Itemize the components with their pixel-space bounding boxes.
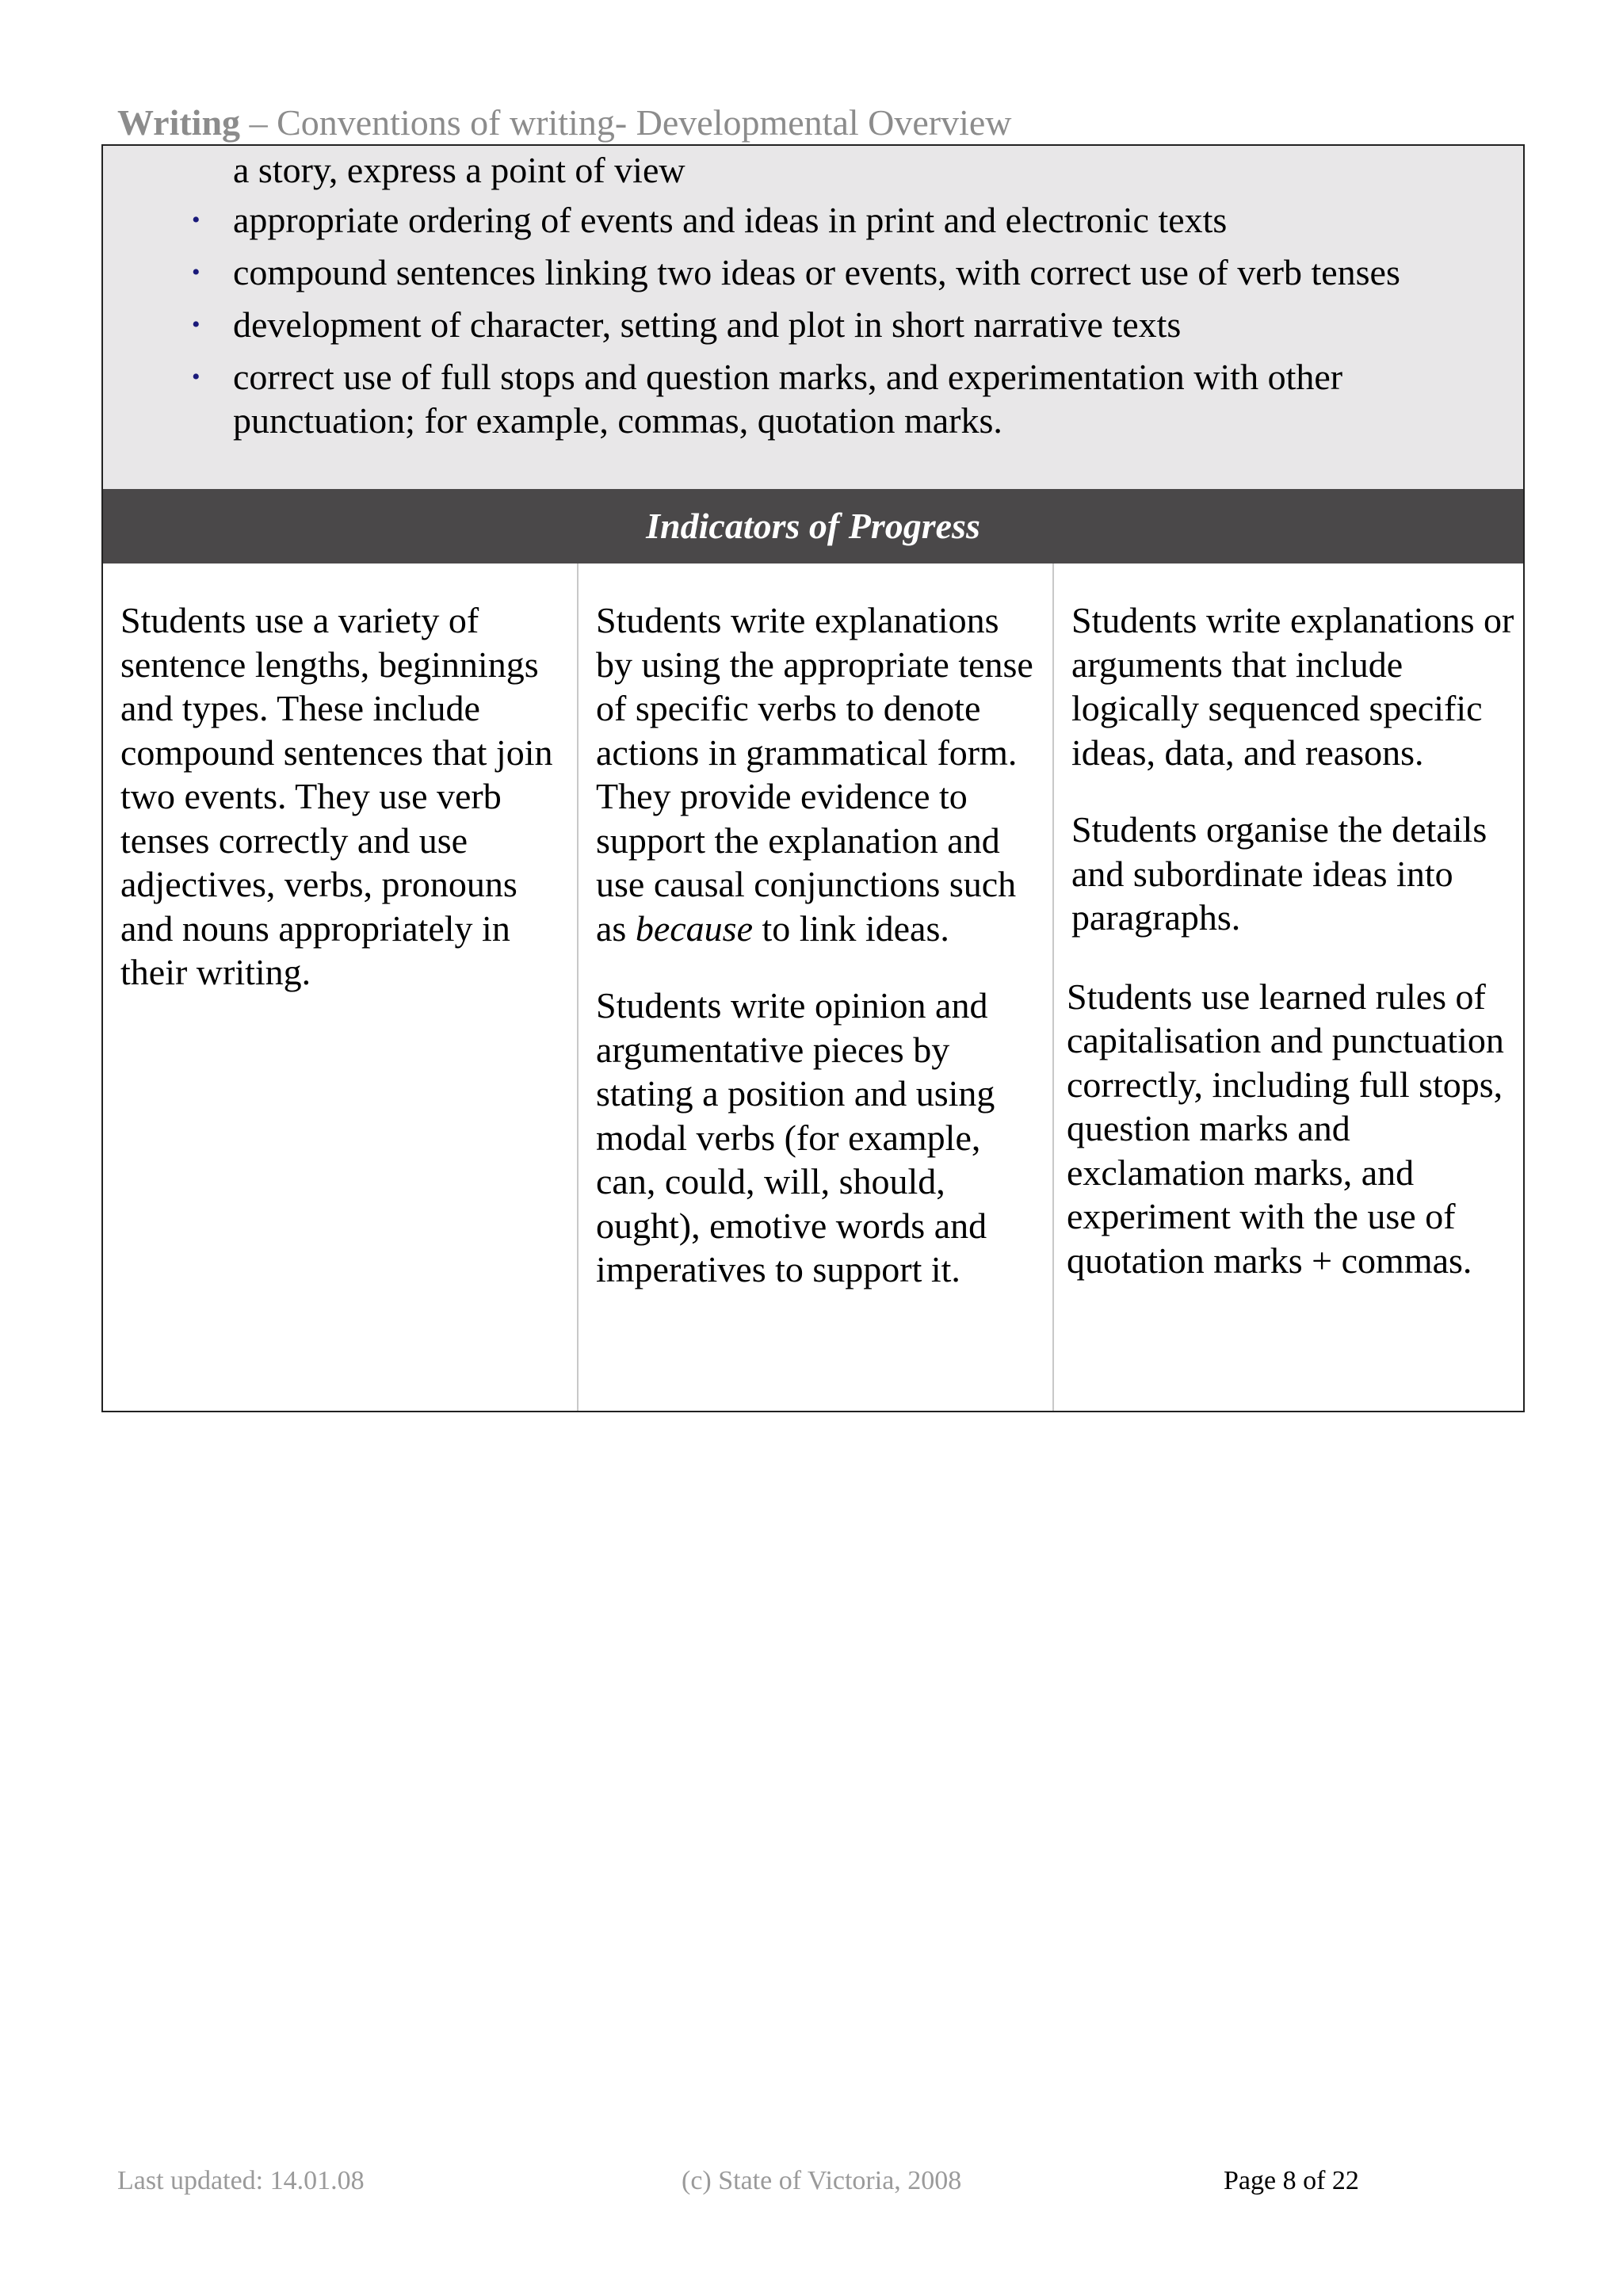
list-item [192,198,1501,242]
list-item [192,250,1501,294]
list-item-text: compound sentences linking two ideas or events, with correct use of verb tenses [233,252,1400,292]
overview-table [101,144,1525,1412]
list-item-text: appropriate ordering of events and ideas in print and electronic texts [233,200,1228,240]
bullet-dot-icon: • [192,311,200,338]
indicator-text: Students organise the details and subordinate ideas into paragraphs. [1071,809,1487,938]
bullet-dot-icon: • [192,207,200,233]
footer-page-number: Page 8 of 22 [1224,2166,1359,2195]
indicator-text: Students write opinion and argumentative pieces by stating a position and using modal verbs (for example, can, could, will, should, ought), emotive words and imperatives to support it. [596,985,995,1289]
bullet-dot-icon: • [192,364,200,390]
list-item-text: correct use of full stops and question marks, and experimentation with other punctuation; for example, commas, quotation marks. [233,357,1343,441]
indicator-text-part: Students write explanations by using the appropriate tense of specific verbs to denote actions in grammatical form. They provide evidence to support the explanation and use causal conjunctions such as [596,600,1033,949]
bullet-dot-icon: • [192,259,200,285]
header-title: – Conventions of writing- Developmental Overview [240,102,1012,143]
bullet-section [103,146,1523,489]
indicator-text [596,598,1040,950]
column-divider [1052,563,1054,1412]
list-item [192,303,1501,346]
indicator-text-part: to link ideas. [752,907,949,949]
page-header [117,99,1012,147]
footer-last-updated: Last updated: 14.01.08 [117,2166,365,2195]
indicator-column-1 [120,563,564,1412]
bullet-continuation: a story, express a point of view [233,150,685,190]
list-item-text: development of character, setting and plot in short narrative texts [233,304,1182,345]
list-item [192,355,1501,442]
column-divider [577,563,579,1412]
indicators-banner: Indicators of Progress [103,489,1523,563]
indicator-column-3 [1067,563,1515,1412]
indicator-text: Students use a variety of sentence lengths, beginnings and types. These include compound sentences that join two events. They use verb tenses correctly and use adjectives, verbs, pronouns and nouns appropriately in their writing. [120,600,553,992]
header-subject: Writing [117,102,241,143]
footer-copyright: (c) State of Victoria, 2008 [682,2166,962,2195]
indicator-text-emphasis: because [635,907,753,949]
indicator-text: Students write explanations or arguments that include logically sequenced specific ideas, data, and reasons. [1071,600,1514,773]
indicator-column-2 [596,563,1040,1412]
indicator-text: Students use learned rules of capitalisation and punctuation correctly, including full stops, question marks and exclamation marks, and experiment with the use of quotation marks + commas. [1067,976,1504,1281]
